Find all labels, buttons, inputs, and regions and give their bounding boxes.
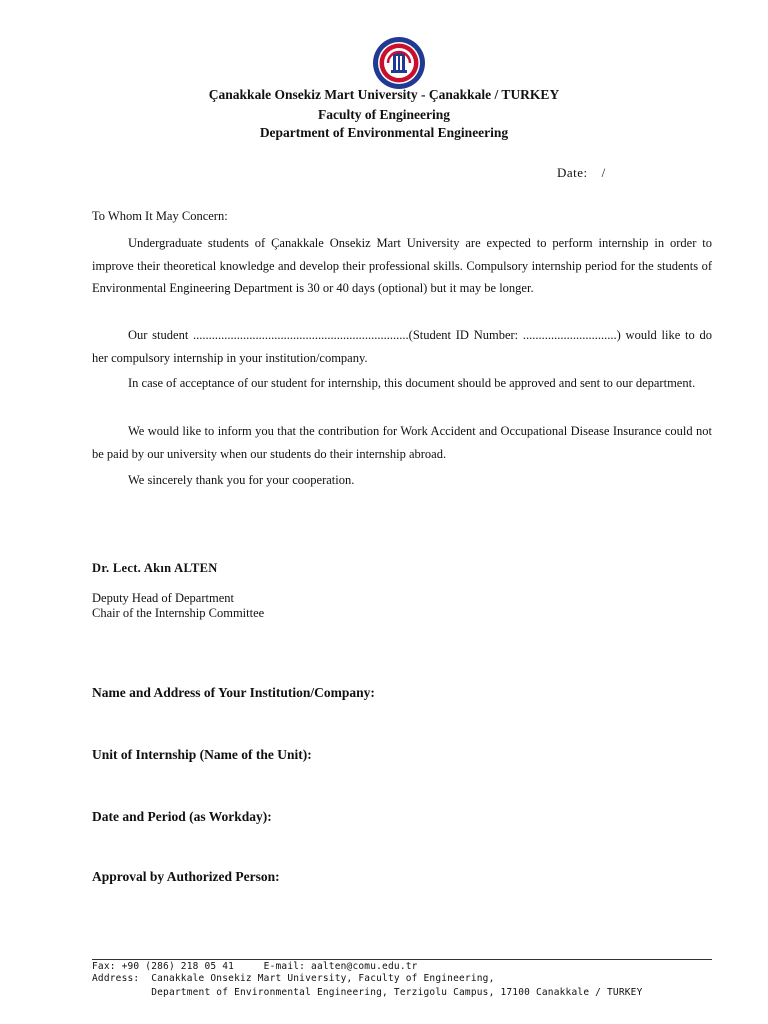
paragraph-insurance: We would like to inform you that the contribution for Work Accident and Occupational Disease Insurance could not be paid by our university when our students do their internship abroad. bbox=[92, 424, 712, 461]
field-approval: Approval by Authorized Person: bbox=[92, 869, 280, 884]
footer-divider bbox=[92, 959, 712, 960]
department-name: Department of Environmental Engineering bbox=[259, 125, 509, 140]
date-label: Date: bbox=[557, 165, 588, 180]
salutation: To Whom It May Concern: bbox=[92, 209, 228, 223]
field-institution: Name and Address of Your Institution/Company: bbox=[92, 685, 375, 700]
field-unit: Unit of Internship (Name of the Unit): bbox=[92, 747, 312, 762]
signatory-title-1: Deputy Head of Department bbox=[92, 591, 234, 605]
university-name: Çanakkale Onsekiz Mart University - Çanakkale / TURKEY bbox=[208, 87, 560, 102]
paragraph-student: Our student .....................................................................(Student ID Number: ..............................) would like to do her compulsory internship in your institution/company. bbox=[92, 328, 712, 365]
university-seal-icon bbox=[372, 36, 426, 90]
faculty-name: Faculty of Engineering bbox=[318, 107, 450, 122]
field-period: Date and Period (as Workday): bbox=[92, 809, 272, 824]
signatory-title-2: Chair of the Internship Committee bbox=[92, 606, 265, 620]
footer-address-1: Address: Canakkale Onsekiz Mart University, Faculty of Engineering, bbox=[92, 973, 495, 984]
university-logo bbox=[372, 36, 426, 90]
date-line bbox=[557, 165, 606, 181]
footer-address-2: Department of Environmental Engineering, Terzigolu Campus, 17100 Canakkale / TURKEY bbox=[92, 987, 643, 998]
paragraph-thanks: We sincerely thank you for your cooperation. bbox=[128, 473, 355, 487]
footer-contact: Fax: +90 (286) 218 05 41 E-mail: aalten@comu.edu.tr bbox=[92, 961, 418, 972]
signatory-name: Dr. Lect. Akın ALTEN bbox=[92, 561, 218, 575]
date-slash: / bbox=[601, 165, 606, 180]
paragraph-acceptance: In case of acceptance of our student for internship, this document should be approved and sent to our department. bbox=[128, 376, 696, 390]
paragraph-intro: Undergraduate students of Çanakkale Onsekiz Mart University are expected to perform internship in order to improve their theoretical knowledge and develop their professional skills. Compulsory internship period for the students of Environmental Engineering Department is 30 or 40 days (optional) but it may be longer. bbox=[92, 236, 712, 295]
